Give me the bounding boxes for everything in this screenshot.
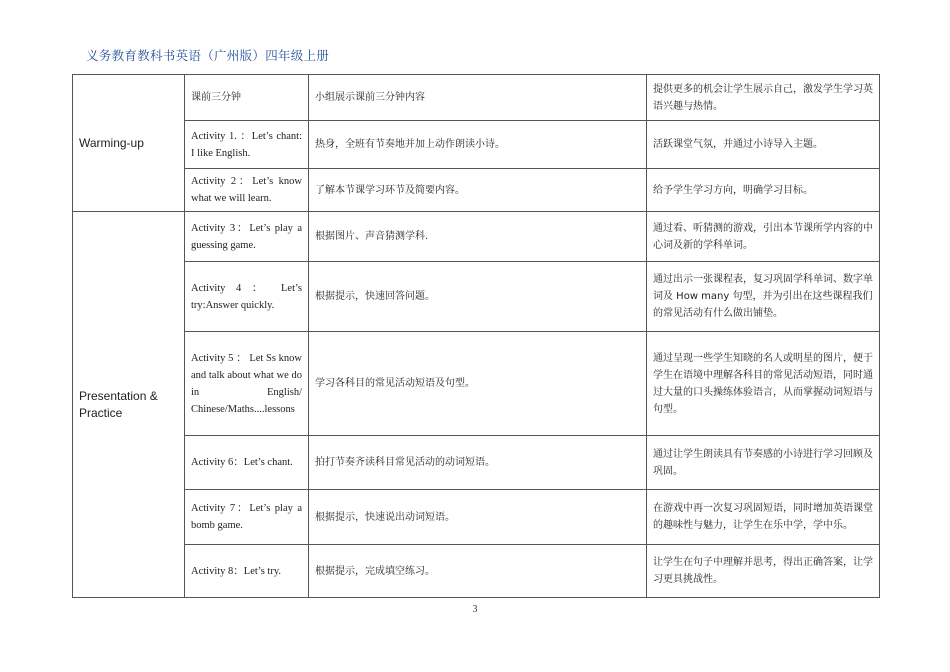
table-row (73, 262, 880, 332)
content-cell: 根据提示，快速说出动词短语。 (309, 490, 647, 545)
page-number: 3 (472, 604, 478, 615)
stage-warming-up: Warming-up (73, 75, 185, 212)
table-row (73, 121, 880, 169)
activity-cell: Activity 1. ：Let’s chant: I like English. (185, 121, 309, 169)
purpose-cell: 活跃课堂气氛，并通过小诗导入主题。 (647, 121, 880, 169)
content-cell: 学习各科目的常见活动短语及句型。 (309, 332, 647, 436)
content-cell: 根据提示，完成填空练习。 (309, 545, 647, 598)
table-row (73, 545, 880, 598)
purpose-cell: 通过呈现一些学生知晓的名人或明星的图片，便于学生在语境中理解各科目的常见活动短语，同时通过大量的口头操练体验语言，从而掌握动词短语与句型。 (647, 332, 880, 436)
content-cell: 热身，全班有节奏地并加上动作朗读小诗。 (309, 121, 647, 169)
stage-presentation-practice: Presentation & Practice (73, 212, 185, 598)
activity-cell: Activity 3：Let’s play a guessing game. (185, 212, 309, 262)
purpose-cell: 提供更多的机会让学生展示自己，激发学生学习英语兴趣与热情。 (647, 75, 880, 121)
activity-cell: Activity 4 ： Let’s try:Answer quickly. (185, 262, 309, 332)
content-cell: 拍打节奏齐读科目常见活动的动词短语。 (309, 436, 647, 490)
content-cell: 根据提示，快速回答问题。 (309, 262, 647, 332)
purpose-cell: 通过看、听猜测的游戏，引出本节课所学内容的中心词及新的学科单词。 (647, 212, 880, 262)
lesson-plan-table (72, 74, 880, 598)
table-row (73, 332, 880, 436)
table-row (73, 75, 880, 121)
table-row (73, 490, 880, 545)
table-row (73, 436, 880, 490)
activity-cell: Activity 7：Let’s play a bomb game. (185, 490, 309, 545)
activity-cell: 课前三分钟 (185, 75, 309, 121)
purpose-cell: 通过出示一张课程表，复习巩固学科单词、数字单词及 How many 句型，并为引出在这些课程我们的常见活动有什么做出铺垫。 (647, 262, 880, 332)
table-row (73, 212, 880, 262)
content-cell: 小组展示课前三分钟内容 (309, 75, 647, 121)
purpose-cell: 在游戏中再一次复习巩固短语，同时增加英语课堂的趣味性与魅力，让学生在乐中学，学中乐。 (647, 490, 880, 545)
activity-cell: Activity 8：Let’s try. (185, 545, 309, 598)
activity-cell: Activity 5 ： Let Ss know and talk about what we do in English/ Chinese/Maths....lessons (185, 332, 309, 436)
purpose-cell: 给予学生学习方向，明确学习目标。 (647, 169, 880, 212)
activity-cell: Activity 6：Let’s chant. (185, 436, 309, 490)
table-row (73, 169, 880, 212)
content-cell: 了解本节课学习环节及简要内容。 (309, 169, 647, 212)
activity-cell: Activity 2：Let’s know what we will learn. (185, 169, 309, 212)
purpose-cell: 通过让学生朗读具有节奏感的小诗进行学习回顾及巩固。 (647, 436, 880, 490)
document-header: 义务教育教科书英语（广州版）四年级上册 (86, 48, 330, 63)
purpose-cell: 让学生在句子中理解并思考，得出正确答案，让学习更具挑战性。 (647, 545, 880, 598)
content-cell: 根据图片、声音猜测学科. (309, 212, 647, 262)
